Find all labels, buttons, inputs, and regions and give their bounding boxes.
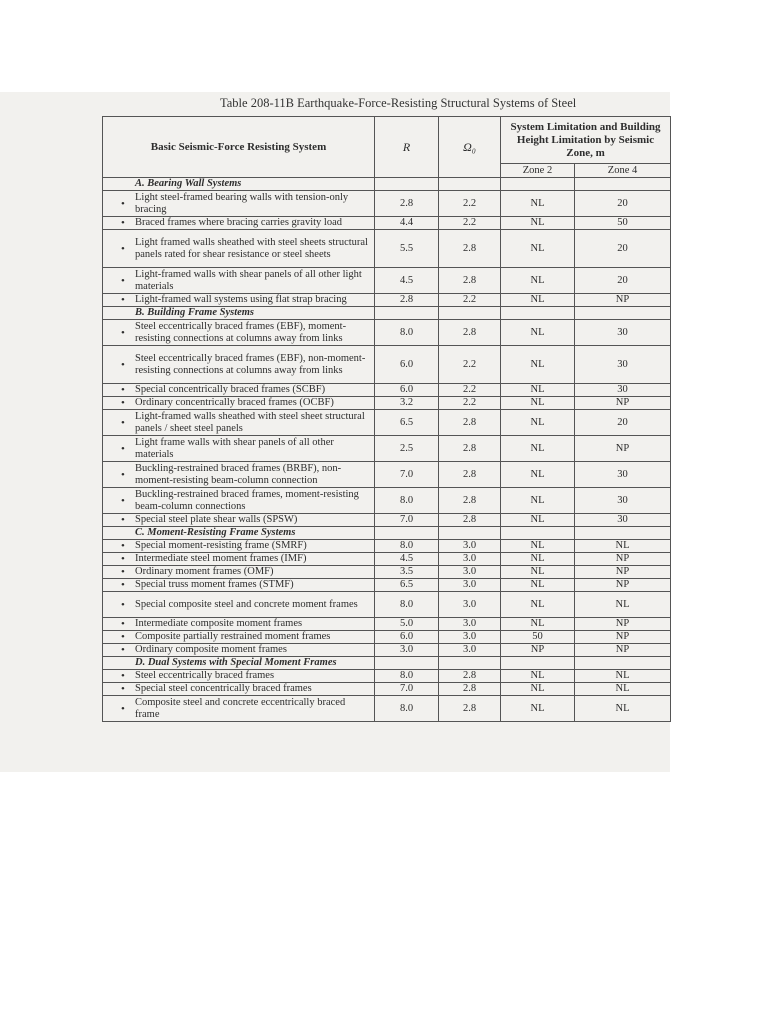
omega-value-cell: 2.8 <box>439 410 501 436</box>
zone-2-cell: NL <box>501 410 575 436</box>
zone-2-cell: NL <box>501 488 575 514</box>
zone-2-cell: NL <box>501 397 575 410</box>
zone-4-cell: NL <box>575 540 671 553</box>
zone-4-cell: NP <box>575 644 671 657</box>
table-row <box>103 514 671 527</box>
zone-2-cell: NP <box>501 644 575 657</box>
zone-2-cell: NL <box>501 217 575 230</box>
empty-cell <box>575 657 671 670</box>
omega-value-cell: 2.8 <box>439 670 501 683</box>
header-zone-4: Zone 4 <box>575 164 671 178</box>
section-row <box>103 657 671 670</box>
zone-2-cell: NL <box>501 462 575 488</box>
zone-4-cell: NP <box>575 579 671 592</box>
r-value-cell: 3.2 <box>375 397 439 410</box>
zone-4-cell: NL <box>575 592 671 618</box>
r-value-cell: 6.5 <box>375 410 439 436</box>
omega-value-cell: 2.2 <box>439 384 501 397</box>
omega-value-cell: 3.0 <box>439 540 501 553</box>
omega-value-cell: 2.2 <box>439 397 501 410</box>
r-value-cell: 6.5 <box>375 579 439 592</box>
zone-2-cell: NL <box>501 592 575 618</box>
empty-cell <box>375 307 439 320</box>
r-value-cell: 4.5 <box>375 553 439 566</box>
r-value-cell: 8.0 <box>375 488 439 514</box>
zone-4-cell: 20 <box>575 410 671 436</box>
zone-2-cell: NL <box>501 696 575 722</box>
table-row <box>103 579 671 592</box>
r-value-cell: 5.5 <box>375 230 439 268</box>
system-name-cell: • Light steel-framed bearing walls with tension-only bracing <box>103 191 375 217</box>
system-name-cell: • Buckling-restrained braced frames (BRBF), non-moment-resisting beam-column connection <box>103 462 375 488</box>
zone-4-cell: 30 <box>575 384 671 397</box>
section-row <box>103 527 671 540</box>
system-name-cell: • Light-framed walls with shear panels of all other light materials <box>103 268 375 294</box>
zone-4-cell: 30 <box>575 346 671 384</box>
omega-value-cell: 3.0 <box>439 579 501 592</box>
header-limitation: System Limitation and Building Height Limitation by Seismic Zone, m <box>501 117 671 164</box>
system-name-cell: • Composite partially restrained moment frames <box>103 631 375 644</box>
omega-value-cell: 2.8 <box>439 696 501 722</box>
system-name-cell: • Light-framed wall systems using flat strap bracing <box>103 294 375 307</box>
table-row <box>103 384 671 397</box>
r-value-cell: 6.0 <box>375 384 439 397</box>
r-value-cell: 4.4 <box>375 217 439 230</box>
empty-cell <box>439 178 501 191</box>
zone-4-cell: 20 <box>575 230 671 268</box>
r-value-cell: 8.0 <box>375 540 439 553</box>
zone-4-cell: NP <box>575 618 671 631</box>
table-title: Table 208-11B Earthquake-Force-Resisting Structural Systems of Steel <box>220 96 577 110</box>
table-row <box>103 488 671 514</box>
zone-4-cell: 30 <box>575 462 671 488</box>
empty-cell <box>501 307 575 320</box>
r-value-cell: 2.8 <box>375 191 439 217</box>
empty-cell <box>501 527 575 540</box>
empty-cell <box>501 657 575 670</box>
section-title: D. Dual Systems with Special Moment Frames <box>103 657 375 670</box>
empty-cell <box>439 657 501 670</box>
system-name-cell: • Steel eccentrically braced frames <box>103 670 375 683</box>
system-name-cell: • Intermediate composite moment frames <box>103 618 375 631</box>
system-name-cell: • Special composite steel and concrete moment frames <box>103 592 375 618</box>
empty-cell <box>375 178 439 191</box>
section-title: C. Moment-Resisting Frame Systems <box>103 527 375 540</box>
section-row <box>103 178 671 191</box>
omega-value-cell: 2.2 <box>439 346 501 384</box>
zone-4-cell: 50 <box>575 217 671 230</box>
omega-value-cell: 3.0 <box>439 553 501 566</box>
table-row <box>103 683 671 696</box>
omega-value-cell: 2.8 <box>439 268 501 294</box>
zone-4-cell: 20 <box>575 191 671 217</box>
zone-4-cell: NP <box>575 566 671 579</box>
omega-value-cell: 3.0 <box>439 618 501 631</box>
zone-4-cell: NP <box>575 631 671 644</box>
empty-cell <box>439 307 501 320</box>
zone-4-cell: NP <box>575 294 671 307</box>
omega-value-cell: 3.0 <box>439 592 501 618</box>
omega-value-cell: 3.0 <box>439 566 501 579</box>
zone-4-cell: 30 <box>575 514 671 527</box>
table-body <box>103 178 671 722</box>
table-row <box>103 436 671 462</box>
table-row <box>103 553 671 566</box>
section-title: A. Bearing Wall Systems <box>103 178 375 191</box>
section-title: B. Building Frame Systems <box>103 307 375 320</box>
empty-cell <box>501 178 575 191</box>
system-name-cell: • Special concentrically braced frames (SCBF) <box>103 384 375 397</box>
zone-4-cell: NL <box>575 696 671 722</box>
zone-4-cell: 30 <box>575 488 671 514</box>
empty-cell <box>575 178 671 191</box>
header-zone-2: Zone 2 <box>501 164 575 178</box>
table-row <box>103 191 671 217</box>
seismic-systems-table <box>102 116 671 722</box>
table-row <box>103 670 671 683</box>
omega-value-cell: 2.2 <box>439 191 501 217</box>
r-value-cell: 6.0 <box>375 631 439 644</box>
omega-value-cell: 2.8 <box>439 514 501 527</box>
table-row <box>103 268 671 294</box>
table-row <box>103 644 671 657</box>
system-name-cell: • Composite steel and concrete eccentrically braced frame <box>103 696 375 722</box>
zone-2-cell: NL <box>501 230 575 268</box>
table-row <box>103 294 671 307</box>
system-name-cell: • Braced frames where bracing carries gravity load <box>103 217 375 230</box>
table-row <box>103 397 671 410</box>
zone-4-cell: NP <box>575 553 671 566</box>
omega-value-cell: 2.8 <box>439 320 501 346</box>
zone-2-cell: NL <box>501 268 575 294</box>
zone-2-cell: NL <box>501 384 575 397</box>
table-row <box>103 540 671 553</box>
zone-4-cell: NL <box>575 683 671 696</box>
header-omega: Ω₀ <box>439 117 501 178</box>
r-value-cell: 2.8 <box>375 294 439 307</box>
zone-4-cell: 30 <box>575 320 671 346</box>
zone-2-cell: NL <box>501 670 575 683</box>
zone-2-cell: 50 <box>501 631 575 644</box>
table-row <box>103 410 671 436</box>
omega-value-cell: 2.8 <box>439 683 501 696</box>
empty-cell <box>575 307 671 320</box>
r-value-cell: 8.0 <box>375 696 439 722</box>
table-row <box>103 320 671 346</box>
zone-4-cell: NP <box>575 397 671 410</box>
header-r: R <box>375 117 439 178</box>
table-row <box>103 696 671 722</box>
zone-2-cell: NL <box>501 579 575 592</box>
system-name-cell: • Ordinary concentrically braced frames (OCBF) <box>103 397 375 410</box>
r-value-cell: 5.0 <box>375 618 439 631</box>
r-value-cell: 7.0 <box>375 683 439 696</box>
system-name-cell: • Special steel plate shear walls (SPSW) <box>103 514 375 527</box>
r-value-cell: 3.0 <box>375 644 439 657</box>
table-row <box>103 346 671 384</box>
omega-value-cell: 2.2 <box>439 217 501 230</box>
r-value-cell: 4.5 <box>375 268 439 294</box>
zone-4-cell: NL <box>575 670 671 683</box>
omega-value-cell: 3.0 <box>439 644 501 657</box>
r-value-cell: 8.0 <box>375 592 439 618</box>
r-value-cell: 3.5 <box>375 566 439 579</box>
omega-value-cell: 2.8 <box>439 462 501 488</box>
omega-value-cell: 2.8 <box>439 230 501 268</box>
omega-value-cell: 2.8 <box>439 488 501 514</box>
zone-2-cell: NL <box>501 618 575 631</box>
system-name-cell: • Special moment-resisting frame (SMRF) <box>103 540 375 553</box>
r-value-cell: 7.0 <box>375 462 439 488</box>
zone-2-cell: NL <box>501 566 575 579</box>
table-row <box>103 217 671 230</box>
zone-2-cell: NL <box>501 553 575 566</box>
system-name-cell: • Ordinary composite moment frames <box>103 644 375 657</box>
omega-value-cell: 2.2 <box>439 294 501 307</box>
r-value-cell: 6.0 <box>375 346 439 384</box>
zone-4-cell: NP <box>575 436 671 462</box>
table-header-row <box>103 117 671 164</box>
table-row <box>103 631 671 644</box>
omega-value-cell: 2.8 <box>439 436 501 462</box>
zone-4-cell: 20 <box>575 268 671 294</box>
zone-2-cell: NL <box>501 294 575 307</box>
system-name-cell: • Light frame walls with shear panels of all other materials <box>103 436 375 462</box>
system-name-cell: • Ordinary moment frames (OMF) <box>103 566 375 579</box>
empty-cell <box>375 657 439 670</box>
system-name-cell: • Light framed walls sheathed with steel sheets structural panels rated for shear resistance or steel sheets <box>103 230 375 268</box>
omega-value-cell: 3.0 <box>439 631 501 644</box>
section-row <box>103 307 671 320</box>
system-name-cell: • Steel eccentrically braced frames (EBF), non-moment-resisting connections at columns away from links <box>103 346 375 384</box>
system-name-cell: • Steel eccentrically braced frames (EBF), moment-resisting connections at columns away from links <box>103 320 375 346</box>
table-row <box>103 566 671 579</box>
r-value-cell: 8.0 <box>375 320 439 346</box>
zone-2-cell: NL <box>501 436 575 462</box>
table-row <box>103 462 671 488</box>
system-name-cell: • Intermediate steel moment frames (IMF) <box>103 553 375 566</box>
system-name-cell: • Light-framed walls sheathed with steel sheet structural panels / sheet steel panels <box>103 410 375 436</box>
r-value-cell: 7.0 <box>375 514 439 527</box>
zone-2-cell: NL <box>501 540 575 553</box>
zone-2-cell: NL <box>501 514 575 527</box>
zone-2-cell: NL <box>501 346 575 384</box>
zone-2-cell: NL <box>501 320 575 346</box>
zone-2-cell: NL <box>501 191 575 217</box>
table-row <box>103 592 671 618</box>
system-name-cell: • Buckling-restrained braced frames, moment-resisting beam-column connections <box>103 488 375 514</box>
system-name-cell: • Special steel concentrically braced frames <box>103 683 375 696</box>
r-value-cell: 8.0 <box>375 670 439 683</box>
zone-2-cell: NL <box>501 683 575 696</box>
table-row <box>103 618 671 631</box>
system-name-cell: • Special truss moment frames (STMF) <box>103 579 375 592</box>
header-system: Basic Seismic-Force Resisting System <box>103 117 375 178</box>
r-value-cell: 2.5 <box>375 436 439 462</box>
empty-cell <box>575 527 671 540</box>
table-row <box>103 230 671 268</box>
empty-cell <box>439 527 501 540</box>
empty-cell <box>375 527 439 540</box>
